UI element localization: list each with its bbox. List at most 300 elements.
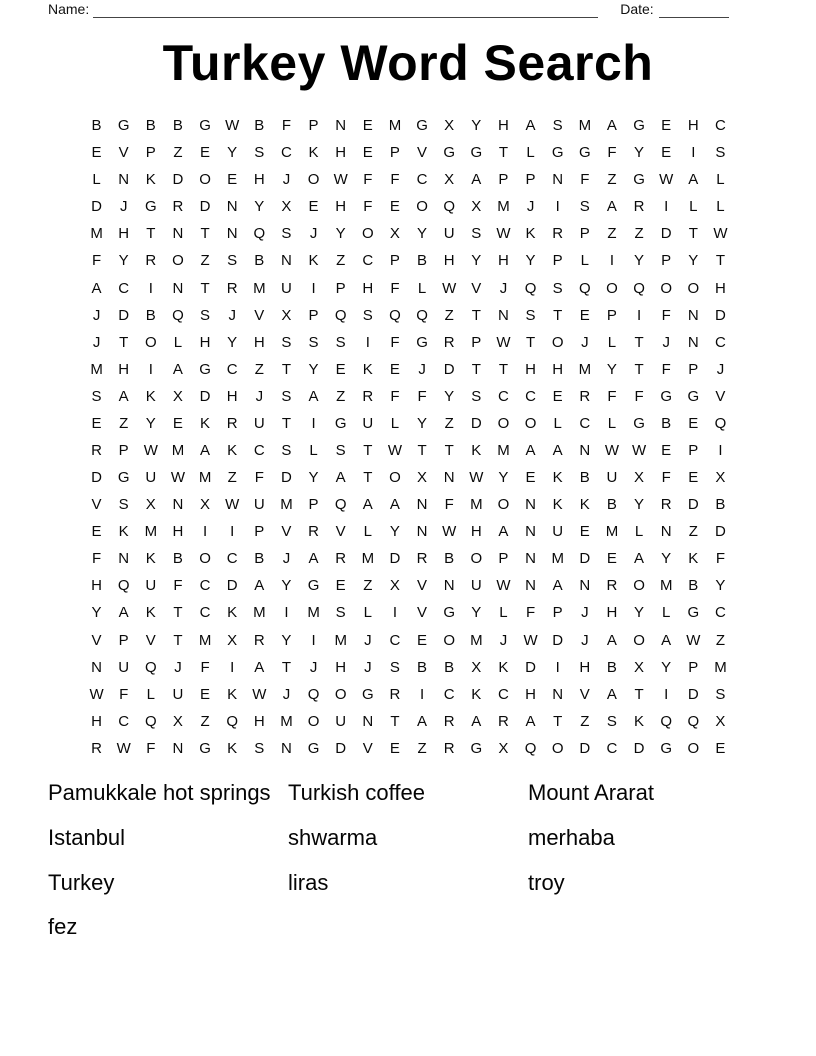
grid-letter: X [471, 198, 482, 216]
grid-letter: J [418, 360, 426, 378]
grid-letter: C [498, 387, 509, 405]
grid-letter: C [253, 441, 265, 459]
grid-letter: F [390, 387, 400, 405]
grid-letter: J [499, 279, 508, 297]
word-bank-item: fez [48, 914, 78, 940]
grid-letter: D [91, 469, 102, 487]
grid-letter: L [92, 171, 101, 189]
grid-letter: D [525, 658, 536, 676]
grid-letter: A [552, 577, 563, 595]
grid-letter: I [718, 441, 723, 459]
grid-letter: D [199, 198, 211, 216]
grid-letter: T [119, 333, 129, 351]
grid-letter: E [579, 306, 590, 324]
grid-letter: A [471, 171, 482, 189]
grid-letter: F [607, 387, 617, 405]
grid-letter: R [253, 631, 265, 649]
grid-letter: V [417, 577, 428, 595]
grid-letter: K [525, 225, 536, 243]
grid-letter: K [552, 496, 563, 514]
grid-letter: X [389, 225, 400, 243]
grid-letter: G [633, 117, 645, 135]
grid-letter: I [609, 252, 615, 270]
grid-letter: O [633, 577, 645, 595]
grid-letter: H [118, 360, 130, 378]
grid-letter: E [552, 387, 563, 405]
grid-letter: H [470, 523, 482, 541]
grid-letter: U [335, 712, 347, 730]
grid-letter: M [470, 496, 483, 514]
grid-letter: T [200, 279, 210, 297]
grid-letter: W [469, 469, 484, 487]
grid-letter: W [333, 171, 348, 189]
grid-letter: N [118, 550, 130, 568]
grid-letter: Q [714, 414, 727, 432]
grid-letter: J [581, 631, 589, 649]
grid-letter: W [387, 441, 403, 459]
grid-letter: G [633, 414, 645, 432]
grid-letter: A [498, 523, 509, 541]
grid-letter: H [172, 523, 184, 541]
grid-letter: N [525, 523, 536, 541]
grid-letter: C [226, 550, 238, 568]
grid-letter: R [552, 225, 564, 243]
grid-letter: J [119, 198, 128, 216]
grid-letter: K [200, 414, 211, 432]
grid-letter: V [91, 631, 102, 649]
grid-letter: D [335, 739, 347, 757]
grid-letter: W [116, 739, 131, 757]
grid-letter: A [417, 712, 428, 730]
grid-letter: L [173, 333, 183, 351]
grid-letter: M [171, 441, 185, 459]
grid-letter: O [199, 171, 211, 189]
grid-letter: E [525, 469, 536, 487]
grid-letter: P [606, 306, 617, 324]
grid-letter: Z [580, 712, 590, 730]
grid-letter: T [417, 441, 427, 459]
grid-letter: A [172, 360, 183, 378]
grid-letter: G [660, 387, 673, 405]
grid-letter: U [362, 414, 374, 432]
grid-letter: B [254, 550, 265, 568]
grid-letter: F [661, 469, 671, 487]
grid-letter: Q [687, 712, 700, 730]
grid-letter: Y [498, 469, 509, 487]
grid-letter: L [580, 252, 589, 270]
grid-letter: D [199, 387, 211, 405]
grid-row [83, 166, 734, 193]
grid-letter: T [173, 604, 183, 622]
grid-letter: P [498, 171, 509, 189]
grid-letter: M [578, 360, 592, 378]
grid-letter: E [661, 117, 672, 135]
grid-letter: W [523, 631, 538, 649]
grid-letter: I [148, 360, 153, 378]
grid-letter: U [443, 225, 455, 243]
grid-letter: D [281, 469, 292, 487]
grid-row [83, 572, 734, 599]
word-bank-item: liras [288, 869, 329, 895]
grid-letter: M [253, 604, 266, 622]
grid-letter: N [660, 523, 672, 541]
grid-letter: T [498, 360, 509, 378]
grid-letter: A [118, 387, 129, 405]
grid-row [83, 274, 734, 301]
grid-letter: A [552, 441, 563, 459]
grid-letter: J [716, 360, 725, 378]
grid-letter: J [364, 631, 372, 649]
grid-letter: P [145, 144, 156, 162]
grid-letter: C [715, 117, 726, 135]
grid-letter: A [525, 712, 536, 730]
grid-letter: F [254, 469, 264, 487]
grid-letter: L [553, 414, 562, 432]
grid-letter: W [442, 279, 457, 297]
word-bank-item: Pamukkale hot springs [48, 780, 271, 806]
grid-letter: J [581, 604, 589, 622]
grid-letter: C [362, 252, 374, 270]
grid-letter: X [389, 577, 400, 595]
grid-letter: H [253, 333, 265, 351]
grid-letter: S [335, 441, 346, 459]
grid-letter: F [390, 279, 400, 297]
grid-letter: Q [524, 279, 537, 297]
grid-letter: Y [715, 577, 726, 595]
grid-letter: J [282, 685, 291, 703]
grid-letter: K [227, 739, 238, 757]
grid-letter: U [118, 658, 130, 676]
grid-letter: U [145, 469, 157, 487]
grid-letter: B [715, 496, 726, 514]
grid-letter: J [255, 387, 264, 405]
grid-letter: R [498, 712, 509, 730]
grid-letter: C [715, 333, 726, 351]
grid-letter: S [552, 117, 563, 135]
grid-letter: H [498, 117, 509, 135]
grid-letter: N [362, 712, 374, 730]
grid-letter: H [226, 387, 238, 405]
grid-letter: T [363, 441, 373, 459]
grid-letter: Y [281, 577, 292, 595]
grid-letter: W [496, 225, 511, 243]
grid-letter: S [552, 279, 563, 297]
grid-letter: S [525, 306, 536, 324]
grid-letter: L [607, 333, 617, 351]
grid-letter: G [633, 171, 645, 189]
grid-letter: I [311, 279, 316, 297]
grid-letter: F [173, 577, 183, 595]
grid-letter: A [254, 577, 265, 595]
grid-letter: K [471, 685, 482, 703]
grid-row [83, 518, 734, 545]
grid-letter: U [552, 523, 564, 541]
grid-letter: K [145, 171, 156, 189]
grid-letter: O [307, 171, 320, 189]
grid-letter: K [145, 387, 156, 405]
grid-letter: Z [363, 577, 373, 595]
grid-letter: U [253, 496, 265, 514]
grid-letter: W [225, 117, 240, 135]
grid-letter: D [715, 523, 726, 541]
grid-letter: B [172, 117, 183, 135]
grid-letter: B [444, 550, 455, 568]
grid-letter: D [443, 360, 455, 378]
word-bank-column [528, 771, 776, 950]
grid-letter: T [553, 306, 563, 324]
word-bank-item: Turkish coffee [288, 780, 425, 806]
grid-letter: T [444, 441, 454, 459]
grid-letter: A [606, 198, 617, 216]
grid-letter: A [661, 631, 672, 649]
grid-letter: O [470, 550, 483, 568]
grid-letter: K [688, 550, 699, 568]
grid-letter: Y [471, 604, 482, 622]
grid-letter: I [419, 685, 425, 703]
grid-letter: E [227, 171, 238, 189]
grid-row [83, 112, 734, 139]
grid-letter: S [281, 225, 292, 243]
grid-letter: R [633, 198, 645, 216]
grid-letter: O [307, 712, 320, 730]
grid-letter: Y [389, 523, 400, 541]
grid-letter: T [525, 333, 536, 351]
grid-letter: J [228, 306, 236, 324]
grid-letter: Q [334, 306, 347, 324]
grid-letter: R [660, 496, 672, 514]
grid-letter: P [525, 171, 536, 189]
grid-letter: K [227, 604, 238, 622]
grid-letter: K [498, 658, 509, 676]
grid-letter: S [254, 739, 265, 757]
grid-letter: K [145, 604, 156, 622]
grid-letter: M [280, 712, 293, 730]
grid-letter: F [363, 198, 373, 216]
grid-letter: D [118, 306, 130, 324]
grid-letter: G [660, 739, 673, 757]
grid-letter: Y [335, 225, 346, 243]
grid-row [83, 220, 734, 247]
grid-letter: U [281, 279, 292, 297]
grid-letter: V [118, 144, 129, 162]
grid-letter: M [90, 225, 103, 243]
grid-letter: P [661, 252, 672, 270]
word-bank-item: Mount Ararat [528, 780, 654, 806]
grid-letter: V [715, 387, 726, 405]
grid-letter: X [281, 306, 292, 324]
grid-letter: X [200, 496, 211, 514]
grid-letter: N [416, 496, 428, 514]
word-bank-item: Istanbul [48, 825, 126, 851]
grid-letter: T [146, 225, 156, 243]
grid-row [83, 193, 734, 220]
grid-letter: W [496, 577, 511, 595]
grid-letter: M [334, 631, 347, 649]
grid-letter: J [282, 171, 291, 189]
grid-letter: N [226, 198, 238, 216]
grid-letter: F [281, 117, 292, 135]
grid-letter: G [416, 117, 428, 135]
grid-letter: M [280, 496, 293, 514]
grid-letter: C [389, 631, 401, 649]
grid-letter: Z [227, 469, 237, 487]
grid-letter: D [715, 306, 726, 324]
grid-letter: G [443, 604, 456, 622]
grid-letter: E [335, 577, 346, 595]
grid-letter: I [230, 658, 235, 676]
grid-letter: X [417, 469, 428, 487]
grid-letter: D [660, 225, 672, 243]
grid-letter: C [606, 739, 618, 757]
grid-letter: N [335, 117, 347, 135]
grid-letter: E [417, 631, 428, 649]
grid-letter: E [389, 198, 400, 216]
grid-letter: N [498, 306, 509, 324]
grid-letter: R [145, 252, 157, 270]
grid-letter: L [390, 414, 400, 432]
grid-letter: G [578, 144, 591, 162]
grid-letter: E [91, 414, 102, 432]
grid-letter: B [145, 306, 156, 324]
grid-letter: E [172, 414, 183, 432]
grid-letter: F [417, 387, 427, 405]
grid-letter: U [253, 414, 265, 432]
grid-letter: H [335, 144, 347, 162]
grid-letter: J [309, 225, 318, 243]
grid-letter: K [634, 712, 645, 730]
grid-letter: G [687, 604, 700, 622]
grid-letter: W [659, 171, 674, 189]
grid-letter: Q [416, 306, 428, 324]
grid-letter: K [118, 523, 129, 541]
grid-letter: W [442, 523, 457, 541]
grid-letter: Y [525, 252, 536, 270]
grid-letter: N [579, 577, 591, 595]
grid-letter: Q [144, 712, 157, 730]
grid-letter: H [253, 712, 265, 730]
grid-letter: T [634, 360, 644, 378]
grid-letter: B [91, 117, 102, 135]
grid-letter: S [254, 144, 265, 162]
grid-letter: N [172, 739, 184, 757]
grid-letter: M [470, 631, 483, 649]
grid-letter: I [664, 685, 669, 703]
grid-letter: T [471, 306, 481, 324]
grid-letter: E [335, 360, 346, 378]
grid-letter: N [552, 171, 564, 189]
grid-letter: G [199, 117, 211, 135]
grid-letter: F [661, 360, 671, 378]
grid-letter: C [199, 604, 211, 622]
grid-letter: Z [444, 306, 454, 324]
grid-letter: Z [173, 144, 183, 162]
word-bank-column [288, 771, 528, 950]
grid-letter: Q [578, 279, 591, 297]
grid-letter: P [471, 333, 482, 351]
grid-letter: K [308, 144, 319, 162]
grid-letter: G [416, 333, 428, 351]
grid-letter: X [145, 496, 156, 514]
grid-row [83, 464, 734, 491]
grid-letter: L [499, 604, 508, 622]
grid-letter: W [496, 333, 511, 351]
grid-letter: V [254, 306, 265, 324]
grid-letter: I [691, 144, 696, 162]
grid-letter: N [281, 252, 292, 270]
grid-letter: N [687, 306, 699, 324]
grid-letter: D [172, 171, 184, 189]
grid-letter: A [118, 604, 129, 622]
grid-letter: R [416, 550, 428, 568]
grid-letter: J [581, 333, 589, 351]
grid-letter: J [364, 658, 372, 676]
grid-letter: S [227, 252, 238, 270]
grid-letter: H [687, 117, 699, 135]
grid-letter: U [470, 577, 482, 595]
grid-letter: N [172, 225, 184, 243]
grid-letter: P [118, 441, 129, 459]
grid-row [83, 302, 734, 329]
grid-row [83, 139, 734, 166]
grid-letter: R [579, 387, 591, 405]
grid-row [83, 626, 734, 653]
grid-letter: O [551, 739, 564, 757]
grid-letter: K [227, 685, 238, 703]
word-grid [83, 112, 734, 762]
grid-letter: Y [471, 117, 482, 135]
grid-letter: I [365, 333, 370, 351]
grid-letter: Q [443, 198, 456, 216]
grid-letter: D [687, 685, 699, 703]
grid-row [83, 437, 734, 464]
grid-letter: T [715, 252, 726, 270]
grid-row [83, 545, 734, 572]
grid-letter: C [443, 685, 455, 703]
grid-letter: F [444, 496, 454, 514]
grid-letter: T [471, 360, 481, 378]
grid-letter: Y [254, 198, 265, 216]
grid-letter: G [361, 685, 374, 703]
grid-letter: P [688, 441, 699, 459]
name-blank-line [93, 3, 598, 18]
grid-letter: X [715, 712, 726, 730]
grid-letter: H [525, 685, 536, 703]
grid-letter: L [363, 523, 372, 541]
grid-letter: V [281, 523, 292, 541]
grid-letter: V [91, 496, 102, 514]
grid-letter: P [552, 252, 563, 270]
grid-letter: F [363, 171, 373, 189]
grid-letter: E [308, 198, 319, 216]
grid-letter: U [172, 685, 184, 703]
grid-letter: A [688, 171, 699, 189]
grid-letter: G [551, 144, 564, 162]
grid-letter: A [634, 550, 645, 568]
grid-letter: R [443, 333, 455, 351]
grid-letter: X [444, 117, 455, 135]
grid-letter: H [579, 658, 591, 676]
grid-letter: N [552, 685, 564, 703]
grid-letter: G [144, 198, 157, 216]
grid-letter: G [117, 469, 130, 487]
grid-letter: O [172, 252, 184, 270]
grid-letter: K [227, 441, 238, 459]
grid-letter: X [471, 658, 482, 676]
grid-letter: G [470, 144, 483, 162]
grid-letter: M [497, 441, 510, 459]
grid-letter: C [715, 604, 726, 622]
grid-letter: H [335, 658, 347, 676]
